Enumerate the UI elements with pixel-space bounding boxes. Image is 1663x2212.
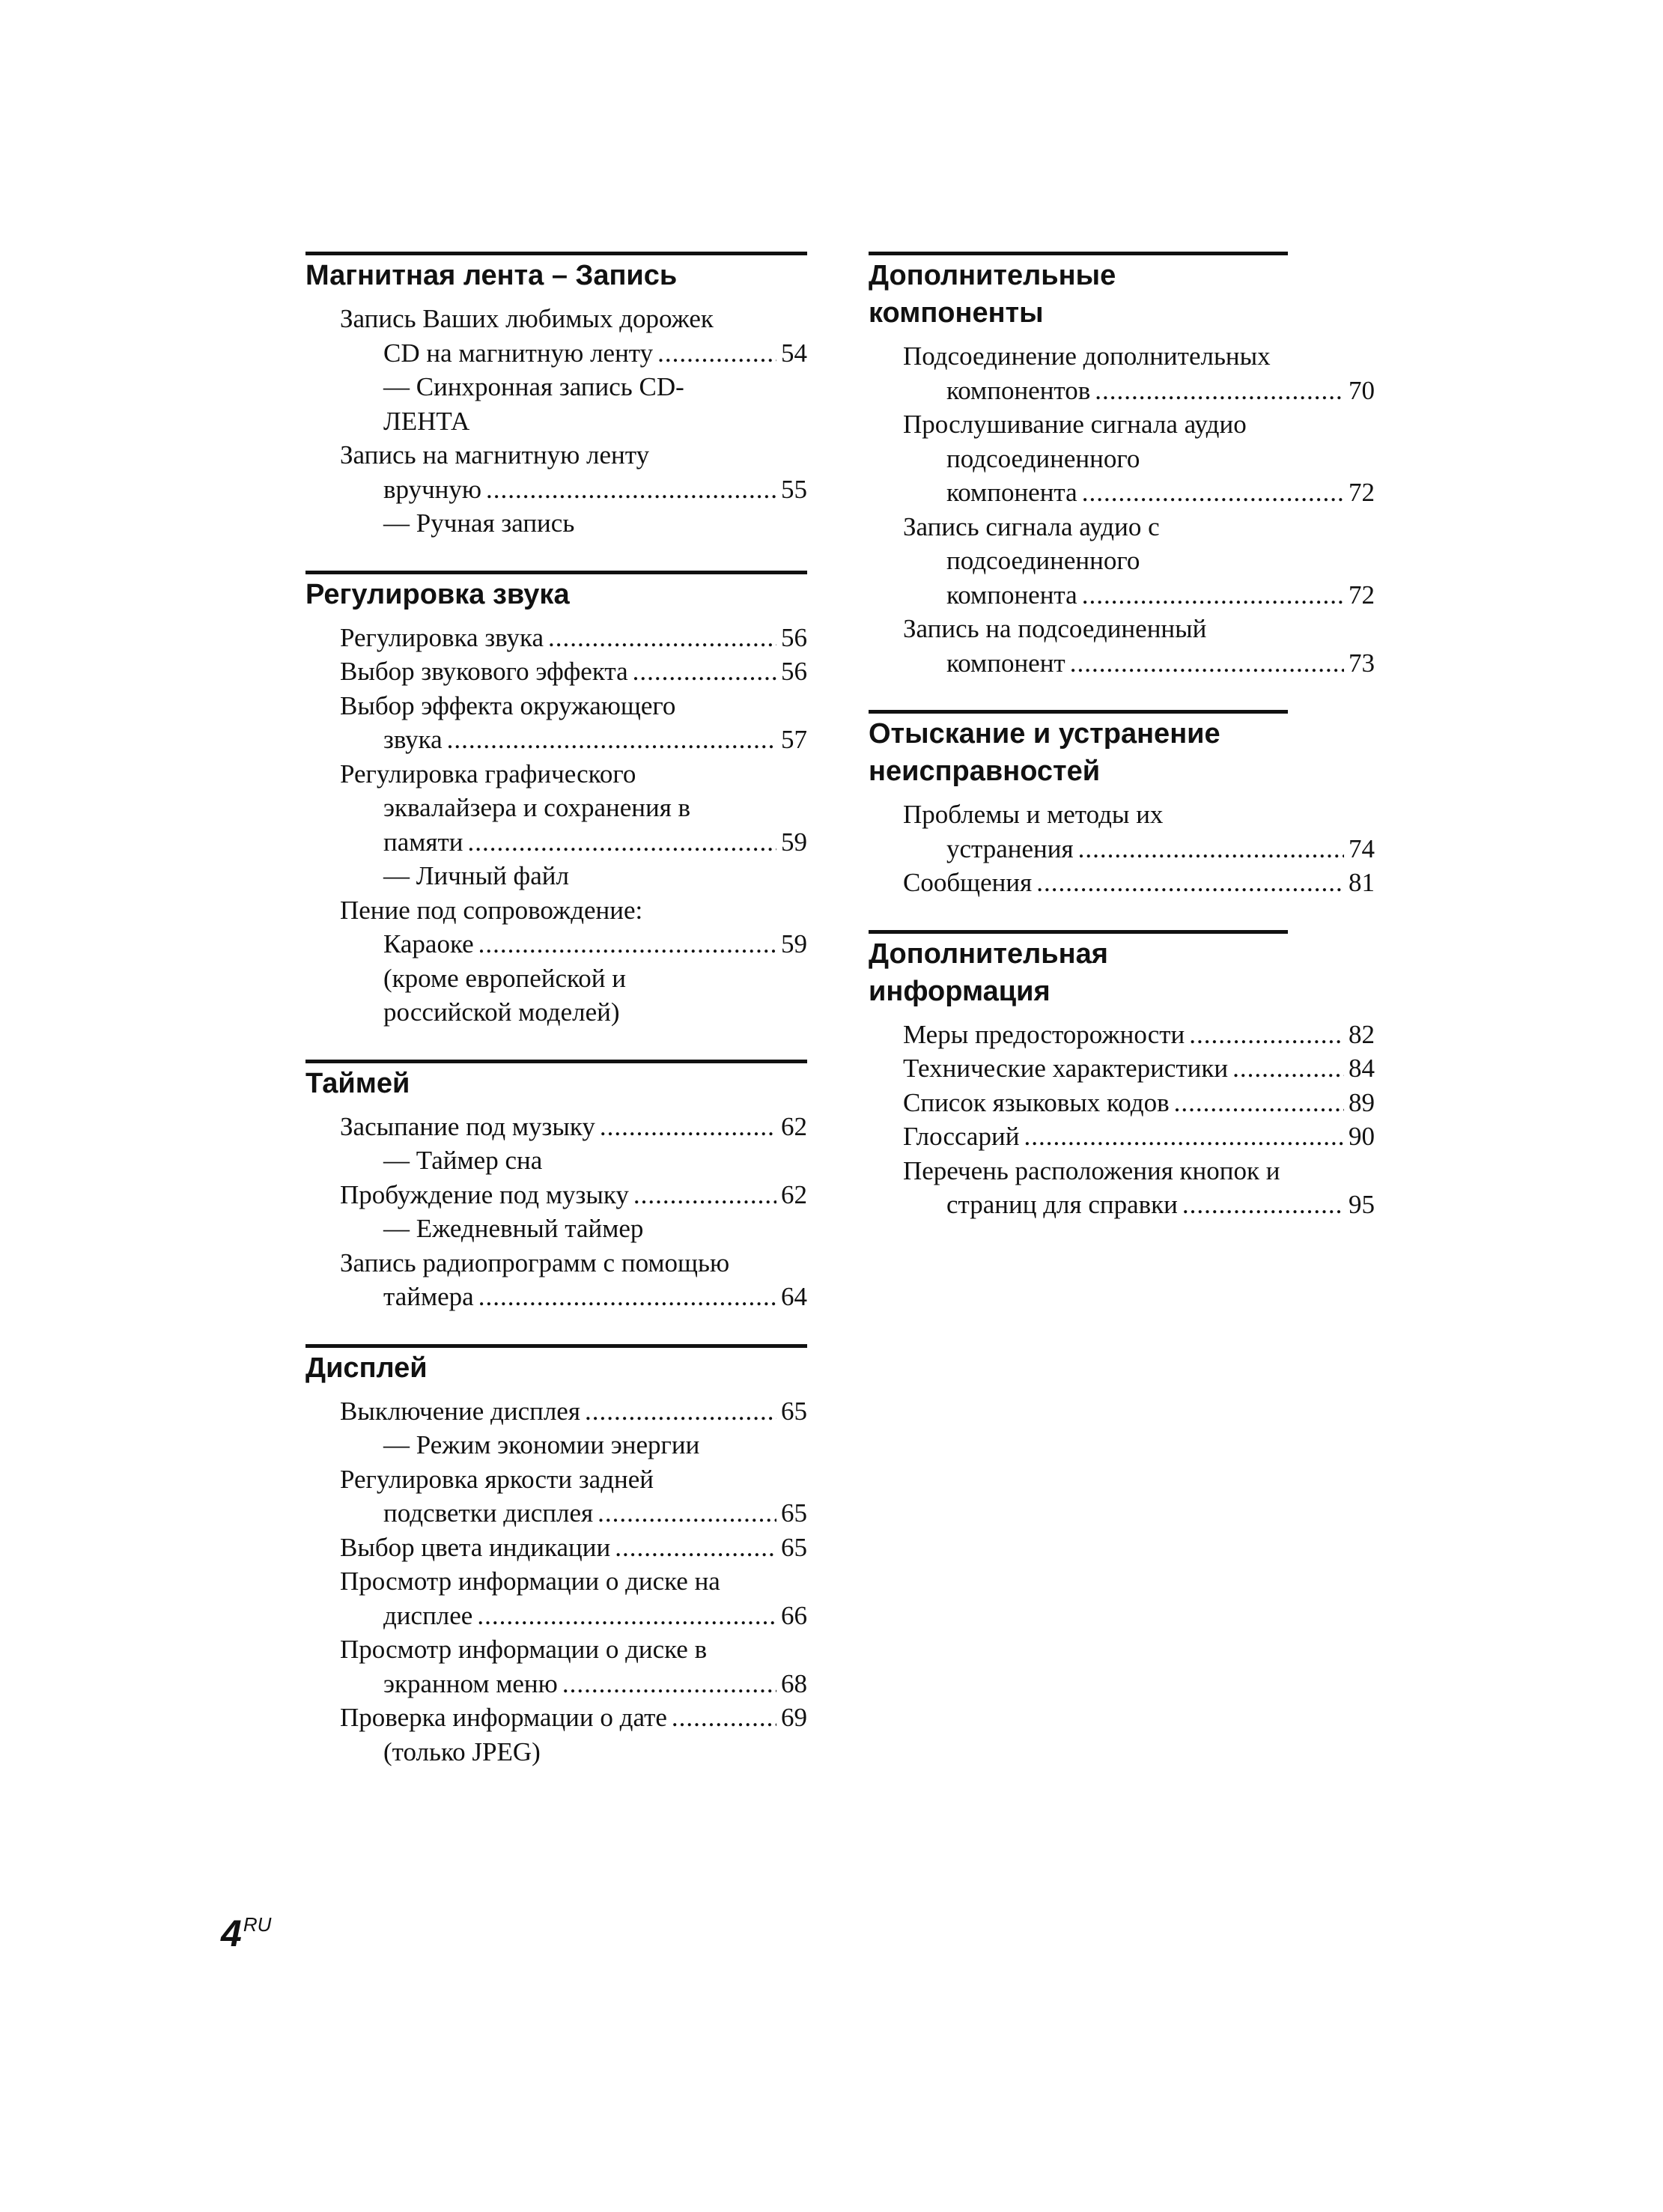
section-heading: Отыскание и устранение неисправностей <box>869 710 1288 790</box>
toc-page-number: 68 <box>781 1668 807 1698</box>
section-entries <box>305 621 807 1030</box>
toc-entry-text: экранном меню <box>383 1668 558 1698</box>
toc-entry-text: Перечень расположения кнопок и <box>903 1155 1280 1185</box>
toc-entry <box>340 1110 807 1178</box>
toc-entry-text: компонентов <box>946 375 1091 405</box>
toc-entry <box>340 302 807 438</box>
dot-leader <box>478 1280 776 1313</box>
toc-entry <box>340 1394 807 1462</box>
toc-entry-line <box>340 473 807 507</box>
toc-entry-line <box>340 723 807 757</box>
dot-leader <box>1095 374 1344 407</box>
toc-entry <box>903 1086 1375 1120</box>
toc-entry <box>340 893 807 1030</box>
dot-leader <box>447 723 776 756</box>
toc-page-number: 56 <box>781 622 807 652</box>
toc-page-number: 84 <box>1349 1054 1375 1083</box>
page-number <box>221 1902 271 1956</box>
toc-entry-text: Пробуждение под музыку <box>340 1179 629 1209</box>
toc-entry-text: Караоке <box>383 929 474 958</box>
dot-leader <box>615 1531 776 1564</box>
toc-entry-line <box>340 927 807 961</box>
toc-entry-text: Просмотр информации о диске в <box>340 1635 708 1664</box>
toc-entry-line <box>903 1018 1375 1052</box>
toc-entry-text: Пение под сопровождение: <box>340 895 643 925</box>
toc-entry-text: Запись на подсоединенный <box>903 614 1207 643</box>
toc-entry <box>340 757 807 893</box>
toc-entry <box>340 1462 807 1531</box>
toc-entry-line <box>340 791 807 825</box>
toc-entry-text: таймера <box>383 1282 474 1311</box>
toc-entry-line <box>903 1119 1375 1154</box>
section-entries <box>305 302 807 541</box>
toc-entry-line <box>903 374 1375 408</box>
toc-entry-line <box>340 1110 807 1144</box>
toc-entry-line <box>340 1701 807 1735</box>
toc-entry-line <box>903 442 1375 476</box>
toc-page-number: 90 <box>1349 1122 1375 1151</box>
toc-section <box>305 1344 807 1769</box>
toc-entry-text: подсветки дисплея <box>383 1498 594 1528</box>
toc-entry-text: Просмотр информации о диске на <box>340 1567 720 1596</box>
dot-leader <box>633 654 776 688</box>
toc-entry-text: страниц для справки <box>946 1190 1178 1219</box>
toc-entry-text: Запись на магнитную ленту <box>340 440 650 470</box>
section-entries <box>869 339 1375 680</box>
toc-entry <box>903 1119 1375 1154</box>
dot-leader <box>1082 578 1344 612</box>
toc-entry-line <box>340 1394 807 1429</box>
page-number-value: 4 <box>221 1912 242 1954</box>
dot-leader <box>468 825 776 859</box>
toc-entry-line <box>340 893 807 928</box>
toc-entry-text: Проверка информации о дате <box>340 1703 667 1732</box>
toc-entry-subtitle: российской моделей) <box>383 997 620 1027</box>
dot-leader <box>1070 646 1344 680</box>
toc-section <box>305 1060 807 1314</box>
toc-page-number: 81 <box>1349 868 1375 897</box>
section-heading: Дополнительные компоненты <box>869 252 1288 332</box>
toc-page-number: 65 <box>781 1532 807 1562</box>
section-heading: Регулировка звука <box>305 571 807 613</box>
toc-entry <box>340 654 807 689</box>
dot-leader <box>1082 475 1344 509</box>
toc-entry-text: Запись радиопрограмм с помощью <box>340 1248 730 1277</box>
toc-entry-line <box>340 1246 807 1280</box>
toc-page-number: 69 <box>781 1703 807 1732</box>
toc-entry-line <box>903 339 1375 374</box>
toc-entry-line <box>340 1564 807 1599</box>
page-number-suffix: RU <box>243 1913 272 1936</box>
dot-leader <box>585 1394 776 1428</box>
toc-entry-subtitle: — Синхронная запись CD- <box>383 372 684 401</box>
dot-leader <box>1078 832 1344 866</box>
toc-entry-line <box>340 336 807 371</box>
toc-entry-line <box>903 544 1375 578</box>
toc-entry-text: Меры предосторожности <box>903 1019 1185 1049</box>
toc-entry <box>903 1018 1375 1052</box>
toc-entry-line <box>903 1188 1375 1222</box>
toc-entry-line <box>903 578 1375 613</box>
toc-entry-line <box>340 302 807 336</box>
toc-entry-line <box>340 757 807 791</box>
toc-entry-text: Проблемы и методы их <box>903 800 1164 829</box>
toc-entry-line <box>340 1280 807 1314</box>
toc-page-number: 62 <box>781 1111 807 1141</box>
toc-entry-text: звука <box>383 725 443 754</box>
toc-entry-text: подсоединенного <box>946 443 1140 473</box>
toc-entry-line <box>903 1051 1375 1086</box>
dot-leader <box>1036 866 1344 899</box>
toc-entry-line <box>903 510 1375 544</box>
toc-entry-line <box>340 1462 807 1497</box>
section-entries <box>305 1110 807 1314</box>
toc-page-number: 70 <box>1349 375 1375 405</box>
toc-entry-line <box>903 407 1375 442</box>
dot-leader <box>672 1701 776 1734</box>
toc-entry-line <box>340 1632 807 1667</box>
section-entries <box>305 1394 807 1769</box>
toc-page-number: 55 <box>781 474 807 504</box>
toc-entry-line <box>903 1086 1375 1120</box>
toc-entry-text: компонент <box>946 648 1065 678</box>
toc-entry <box>340 1564 807 1632</box>
section-entries <box>869 797 1375 900</box>
toc-entry-line <box>340 1531 807 1565</box>
dot-leader <box>548 621 776 654</box>
toc-page-number: 56 <box>781 657 807 686</box>
toc-page-number: 64 <box>781 1282 807 1311</box>
toc-entry-text: Выбор эффекта окружающего <box>340 690 676 720</box>
toc-entry <box>340 1531 807 1565</box>
toc-entry-line <box>340 654 807 689</box>
dot-leader <box>486 473 776 506</box>
toc-entry-line <box>340 689 807 723</box>
toc-entry-text: компонента <box>946 580 1077 610</box>
toc-entry-line <box>340 1667 807 1701</box>
toc-entry <box>903 1051 1375 1086</box>
toc-entry-subtitle: — Личный файл <box>383 861 569 890</box>
toc-entry <box>903 407 1375 510</box>
dot-leader <box>600 1110 776 1143</box>
section-entries <box>869 1018 1375 1222</box>
dot-leader <box>1024 1119 1344 1153</box>
toc-page-number: 57 <box>781 725 807 754</box>
toc-entry-text: памяти <box>383 827 463 857</box>
toc-entry-line <box>340 438 807 473</box>
toc-entry <box>903 866 1375 900</box>
toc-entry-subtitle: — Режим экономии энергии <box>383 1430 700 1459</box>
toc-entry-text: Подсоединение дополнительных <box>903 341 1271 371</box>
toc-section <box>869 930 1375 1222</box>
section-heading: Магнитная лента – Запись <box>305 252 807 294</box>
toc-entry <box>340 438 807 541</box>
toc-entry-text: Сообщения <box>903 868 1033 897</box>
toc-entry-text: Глоссарий <box>903 1122 1020 1151</box>
toc-entry <box>340 1701 807 1769</box>
toc-entry-line <box>340 1496 807 1531</box>
toc-column-left <box>305 252 807 1799</box>
toc-entry-line <box>340 825 807 860</box>
toc-entry-text: Запись сигнала аудио с <box>903 511 1160 541</box>
toc-entry-line <box>903 475 1375 510</box>
dot-leader <box>1174 1086 1344 1119</box>
toc-page-number: 66 <box>781 1600 807 1630</box>
toc-entry <box>340 621 807 655</box>
toc-page-number: 65 <box>781 1396 807 1426</box>
toc-entry-text: вручную <box>383 474 482 504</box>
dot-leader <box>477 1599 776 1632</box>
toc-page-number: 59 <box>781 827 807 857</box>
toc-entry-line <box>903 832 1375 866</box>
dot-leader <box>598 1496 776 1530</box>
dot-leader <box>633 1178 776 1212</box>
toc-entry-subtitle: — Ежедневный таймер <box>383 1214 644 1243</box>
toc-page-number: 73 <box>1349 648 1375 678</box>
dot-leader <box>1182 1188 1344 1221</box>
toc-entry-text: эквалайзера и сохранения в <box>383 793 691 822</box>
section-heading: Дисплей <box>305 1344 807 1387</box>
section-heading: Таймей <box>305 1060 807 1102</box>
section-heading: Дополнительная информация <box>869 930 1288 1010</box>
toc-entry-line <box>340 621 807 655</box>
toc-entry-line <box>903 1154 1375 1188</box>
toc-entry-line <box>903 866 1375 900</box>
toc-entry-line <box>340 1178 807 1212</box>
toc-entry-text: подсоединенного <box>946 546 1140 575</box>
dot-leader <box>1189 1018 1344 1051</box>
toc-entry-line <box>340 1599 807 1633</box>
toc-entry-text: компонента <box>946 478 1077 507</box>
toc-entry-subtitle: (только JPEG) <box>383 1737 541 1766</box>
toc-section <box>869 252 1375 680</box>
dot-leader <box>1232 1051 1344 1085</box>
toc-entry-text: Технические характеристики <box>903 1054 1229 1083</box>
toc-section <box>305 252 807 541</box>
toc-page-number: 82 <box>1349 1019 1375 1049</box>
toc-page-number: 54 <box>781 338 807 368</box>
toc-entry <box>340 1246 807 1314</box>
toc-entry <box>903 339 1375 407</box>
toc-entry <box>903 797 1375 866</box>
toc-entry <box>340 1178 807 1246</box>
toc-entry-text: Регулировка звука <box>340 622 544 652</box>
toc-entry <box>340 1632 807 1701</box>
toc-page-number: 62 <box>781 1179 807 1209</box>
toc-page-number: 89 <box>1349 1087 1375 1117</box>
toc-entry-line <box>903 612 1375 646</box>
toc-column-right <box>869 252 1375 1252</box>
dot-leader <box>562 1667 776 1701</box>
toc-page-number: 65 <box>781 1498 807 1528</box>
toc-entry <box>903 510 1375 613</box>
toc-page-number: 59 <box>781 929 807 958</box>
toc-entry-text: Запись Ваших любимых дорожек <box>340 304 714 333</box>
toc-entry-text: устранения <box>946 833 1074 863</box>
toc-entry-subtitle: (кроме европейской и <box>383 963 626 993</box>
toc-entry-text: дисплее <box>383 1600 473 1630</box>
toc-page-number: 74 <box>1349 833 1375 863</box>
toc-entry-text: Прослушивание сигнала аудио <box>903 410 1247 439</box>
toc-entry <box>340 689 807 757</box>
dot-leader <box>478 927 776 961</box>
toc-page-number: 72 <box>1349 580 1375 610</box>
toc-entry-text: Засыпание под музыку <box>340 1111 595 1141</box>
toc-entry <box>903 1154 1375 1222</box>
toc-section <box>305 571 807 1030</box>
toc-entry-text: CD на магнитную ленту <box>383 338 654 368</box>
toc-entry-text: Регулировка яркости задней <box>340 1464 654 1494</box>
toc-entry <box>903 612 1375 680</box>
toc-entry-text: Список языковых кодов <box>903 1087 1170 1117</box>
toc-entry-text: Выбор звукового эффекта <box>340 657 628 686</box>
toc-entry-subtitle: — Таймер сна <box>383 1146 543 1175</box>
toc-entry-subtitle: — Ручная запись <box>383 508 575 538</box>
dot-leader <box>657 336 776 370</box>
toc-section <box>869 710 1375 900</box>
toc-entry-subtitle: ЛЕНТА <box>383 406 470 436</box>
toc-entry-line <box>903 797 1375 832</box>
toc-entry-text: Выбор цвета индикации <box>340 1532 611 1562</box>
toc-entry-text: Регулировка графического <box>340 759 636 789</box>
toc-page-number: 95 <box>1349 1190 1375 1219</box>
toc-page-number: 72 <box>1349 478 1375 507</box>
toc-entry-text: Выключение дисплея <box>340 1396 580 1426</box>
toc-entry-line <box>903 646 1375 681</box>
